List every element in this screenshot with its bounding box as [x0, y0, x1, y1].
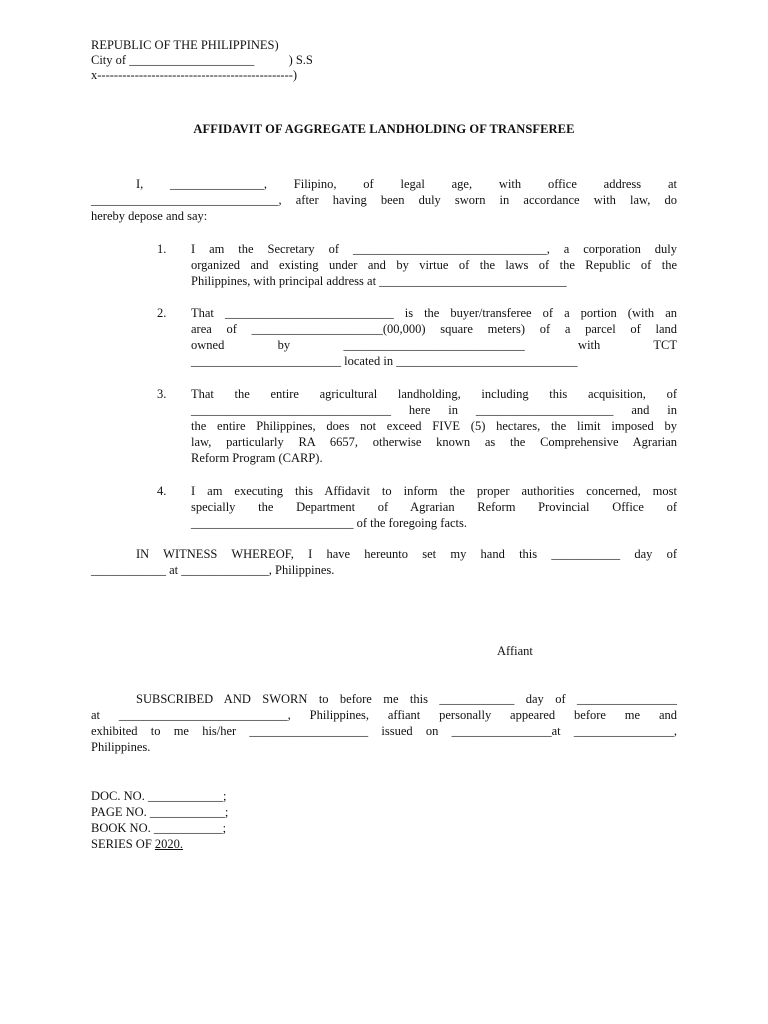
item-line: law, particularly RA 6657, otherwise known as the Comprehensive Agrarian	[191, 435, 677, 449]
series-of	[91, 836, 183, 852]
intro-paragraph	[91, 176, 677, 224]
series-year: 2020.	[154, 837, 184, 851]
subscribed-line: exhibited to me his/her ___________________ issued on ________________at ________________,	[91, 724, 677, 738]
affiant-label: Affiant	[497, 644, 533, 658]
item-line: the entire Philippines, does not exceed FIVE (5) hectares, the limit imposed by	[191, 419, 677, 433]
header-city: City of ____________________ ) S.S	[91, 53, 313, 67]
document-title: AFFIDAVIT OF AGGREGATE LANDHOLDING OF TRANSFEREE	[193, 122, 575, 136]
witness-paragraph	[91, 546, 677, 578]
item-line: area of _____________________(00,000) square meters) of a parcel of land	[191, 322, 677, 336]
item-line: __________________________ of the foregoing facts.	[191, 516, 468, 530]
header-dash-line: x-----------------------------------------------)	[91, 68, 298, 82]
item-line: I am executing this Affidavit to inform the proper authorities concerned, most	[191, 484, 677, 498]
item-paragraph	[191, 483, 677, 531]
item-line: Philippines, with principal address at ______________________________	[191, 274, 567, 288]
item-paragraph	[191, 305, 677, 369]
item-line: I am the Secretary of _______________________________, a corporation duly	[191, 242, 677, 256]
subscribed-line: SUBSCRIBED AND SWORN to before me this ____________ day of ________________	[136, 692, 677, 706]
intro-line: hereby depose and say:	[91, 209, 208, 223]
item-number: 1.	[157, 242, 167, 256]
header-republic: REPUBLIC OF THE PHILIPPINES)	[91, 38, 279, 52]
item-line: ________________________________ here in ______________________ and in	[191, 403, 677, 417]
book-no: BOOK NO. ___________;	[91, 821, 227, 835]
witness-line: ____________ at ______________, Philippines.	[91, 563, 335, 577]
item-number: 2.	[157, 306, 167, 320]
series-label: SERIES OF	[91, 837, 155, 851]
item-line: organized and existing under and by virtue of the laws of the Republic of the	[191, 258, 677, 272]
item-line: That the entire agricultural landholding, including this acquisition, of	[191, 387, 677, 401]
item-line: Reform Program (CARP).	[191, 451, 323, 465]
item-paragraph	[191, 241, 677, 289]
intro-line: I, _______________, Filipino, of legal age, with office address at	[136, 177, 677, 191]
subscribed-paragraph	[91, 691, 677, 755]
page-no: PAGE NO. ____________;	[91, 805, 229, 819]
subscribed-line: at ___________________________, Philippines, affiant personally appeared before me and	[91, 708, 677, 722]
item-paragraph	[191, 386, 677, 466]
doc-no: DOC. NO. ____________;	[91, 789, 227, 803]
item-line: specially the Department of Agrarian Reform Provincial Office of	[191, 500, 677, 514]
item-line: That ___________________________ is the buyer/transferee of a portion (with an	[191, 306, 677, 320]
item-number: 3.	[157, 387, 167, 401]
intro-line: ______________________________, after having been duly sworn in accordance with law, do	[91, 193, 677, 207]
subscribed-line: Philippines.	[91, 740, 151, 754]
item-number: 4.	[157, 484, 167, 498]
witness-line: IN WITNESS WHEREOF, I have hereunto set my hand this ___________ day of	[136, 547, 677, 561]
item-line: ________________________ located in _____________________________	[191, 354, 578, 368]
item-line: owned by _____________________________ with TCT	[191, 338, 677, 352]
